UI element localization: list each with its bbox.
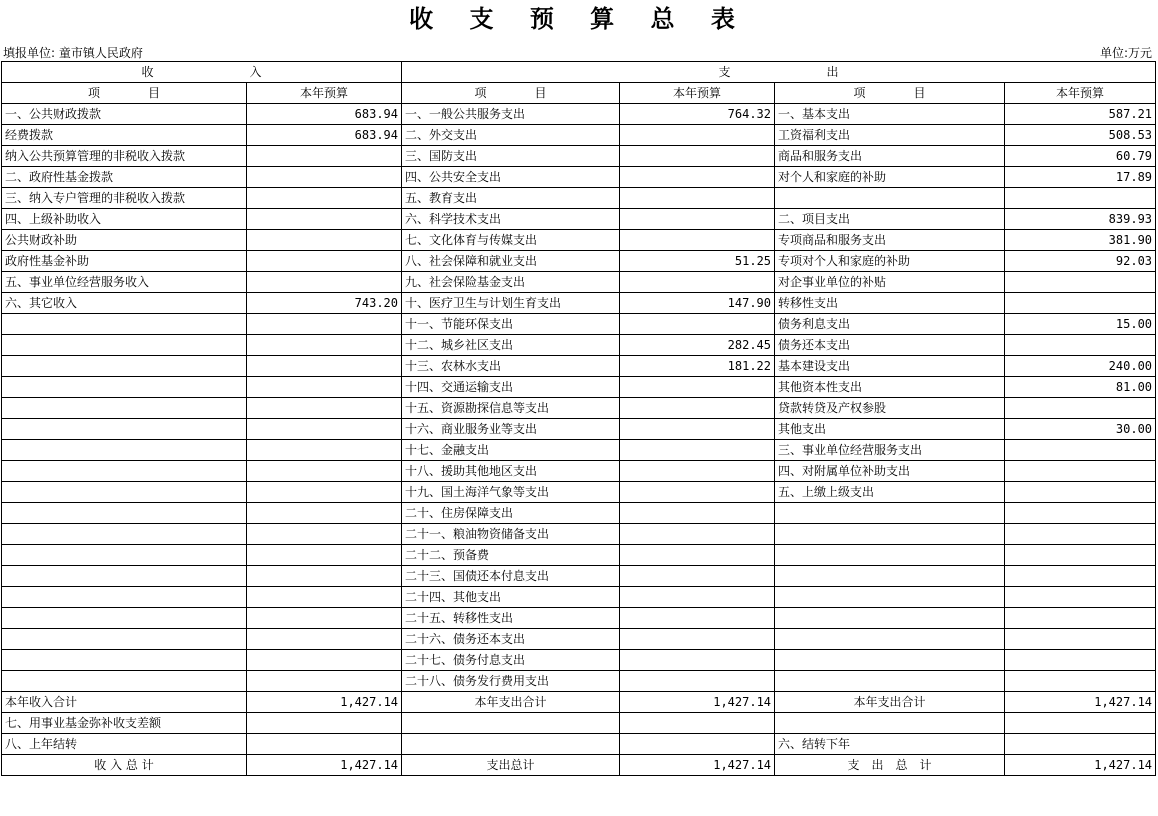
header-row-1 [2,62,1156,83]
expense-func-item-cell: 七、文化体育与传媒支出 [402,230,620,251]
expense-func-item-cell: 三、国防支出 [402,146,620,167]
expense-func-budget-cell [620,482,775,503]
expense-econ-budget-cell [1005,734,1156,755]
expense-func-budget-cell [620,419,775,440]
expense-func-item-cell: 十一、节能环保支出 [402,314,620,335]
expense-econ-budget-cell: 381.90 [1005,230,1156,251]
income-budget-cell [247,713,402,734]
expense-func-item-cell: 二十三、国债还本付息支出 [402,566,620,587]
expense-func-budget-cell [620,545,775,566]
expense-econ-budget-cell [1005,524,1156,545]
expense-func-item-cell: 二十八、债务发行费用支出 [402,671,620,692]
income-item-cell: 经费拨款 [2,125,247,146]
table-row [2,692,1156,713]
income-budget-cell [247,671,402,692]
income-budget-cell [247,356,402,377]
table-row [2,440,1156,461]
expense-func-item-cell: 九、社会保险基金支出 [402,272,620,293]
table-row [2,671,1156,692]
expense-econ-item-cell: 二、项目支出 [775,209,1005,230]
budget-table-body [2,62,1156,776]
income-item-cell [2,335,247,356]
expense-func-item-cell: 八、社会保障和就业支出 [402,251,620,272]
expense-econ-budget-cell [1005,461,1156,482]
expense-func-budget-cell [620,230,775,251]
expense-econ-budget-cell [1005,608,1156,629]
income-budget-cell [247,545,402,566]
income-item-cell [2,440,247,461]
table-row [2,146,1156,167]
table-row [2,503,1156,524]
expense-econ-budget-cell [1005,272,1156,293]
income-item-cell: 七、用事业基金弥补收支差额 [2,713,247,734]
income-budget-cell [247,251,402,272]
table-row [2,608,1156,629]
table-row [2,377,1156,398]
income-item-cell: 六、其它收入 [2,293,247,314]
expense-econ-item-cell: 六、结转下年 [775,734,1005,755]
expense-econ-budget-cell [1005,566,1156,587]
expense-func-budget-cell: 1,427.14 [620,755,775,776]
expense-econ-budget-cell [1005,650,1156,671]
income-item-cell: 本年收入合计 [2,692,247,713]
expense-func-budget-cell: 1,427.14 [620,692,775,713]
expense-econ-item-cell: 转移性支出 [775,293,1005,314]
income-budget-cell [247,188,402,209]
expense-func-item-cell: 二十四、其他支出 [402,587,620,608]
expense-func-item-cell: 十九、国土海洋气象等支出 [402,482,620,503]
income-budget-cell [247,608,402,629]
expense-econ-item-cell: 支 出 总 计 [775,755,1005,776]
expense-econ-item-cell [775,629,1005,650]
income-item-cell: 公共财政补助 [2,230,247,251]
expense-econ-budget-cell: 240.00 [1005,356,1156,377]
table-row [2,629,1156,650]
table-row [2,734,1156,755]
expense-func-item-cell [402,734,620,755]
expense-econ-item-cell [775,587,1005,608]
expense-func-item-cell: 二十、住房保障支出 [402,503,620,524]
expense-func-item-cell: 一、一般公共服务支出 [402,104,620,125]
table-row [2,188,1156,209]
expense-econ-budget-cell [1005,503,1156,524]
expense-econ-budget-cell [1005,335,1156,356]
expense-func-budget-cell: 51.25 [620,251,775,272]
expense-func-budget-cell [620,146,775,167]
table-row [2,566,1156,587]
expense-econ-budget-cell: 508.53 [1005,125,1156,146]
expense-func-budget-cell [620,629,775,650]
income-budget-cell [247,167,402,188]
income-budget-header: 本年预算 [247,83,402,104]
expense-func-item-cell: 十七、金融支出 [402,440,620,461]
table-row [2,524,1156,545]
expense-econ-budget-cell: 1,427.14 [1005,755,1156,776]
expense-func-budget-header: 本年预算 [620,83,775,104]
income-item-cell [2,566,247,587]
expense-econ-item-cell: 专项商品和服务支出 [775,230,1005,251]
table-row [2,482,1156,503]
expense-func-budget-cell [620,125,775,146]
expense-func-budget-cell [620,587,775,608]
income-item-cell: 五、事业单位经营服务收入 [2,272,247,293]
table-row [2,755,1156,776]
income-header: 收 入 [2,62,402,83]
expense-header: 支 出 [402,62,1156,83]
table-row [2,356,1156,377]
expense-func-budget-cell [620,398,775,419]
expense-econ-budget-cell: 1,427.14 [1005,692,1156,713]
table-row [2,209,1156,230]
income-item-cell [2,356,247,377]
income-item-cell [2,587,247,608]
expense-func-item-cell: 二、外交支出 [402,125,620,146]
table-row [2,461,1156,482]
expense-econ-item-cell: 商品和服务支出 [775,146,1005,167]
expense-func-item-cell: 十六、商业服务业等支出 [402,419,620,440]
income-budget-cell [247,314,402,335]
expense-func-budget-cell [620,566,775,587]
table-row [2,293,1156,314]
expense-func-budget-cell [620,524,775,545]
expense-func-budget-cell: 181.22 [620,356,775,377]
expense-econ-budget-cell [1005,671,1156,692]
expense-func-item-cell: 本年支出合计 [402,692,620,713]
income-budget-cell: 683.94 [247,125,402,146]
expense-econ-item-cell: 三、事业单位经营服务支出 [775,440,1005,461]
filler-unit: 填报单位: 童市镇人民政府 [3,46,143,60]
expense-econ-item-cell: 对企事业单位的补贴 [775,272,1005,293]
income-item-cell [2,419,247,440]
table-row [2,398,1156,419]
expense-func-item-cell: 十三、农林水支出 [402,356,620,377]
expense-func-item-header: 项 目 [402,83,620,104]
expense-func-item-cell: 六、科学技术支出 [402,209,620,230]
income-item-cell [2,314,247,335]
income-budget-cell: 743.20 [247,293,402,314]
expense-func-item-cell: 二十六、债务还本支出 [402,629,620,650]
expense-econ-budget-cell [1005,545,1156,566]
expense-econ-budget-cell: 81.00 [1005,377,1156,398]
table-row [2,587,1156,608]
income-budget-cell [247,461,402,482]
income-budget-cell [247,209,402,230]
table-row [2,419,1156,440]
expense-econ-item-cell: 专项对个人和家庭的补助 [775,251,1005,272]
expense-econ-item-header: 项 目 [775,83,1005,104]
income-item-cell [2,608,247,629]
table-row [2,272,1156,293]
table-row [2,713,1156,734]
income-budget-cell [247,419,402,440]
expense-econ-item-cell [775,608,1005,629]
expense-econ-item-cell [775,503,1005,524]
header-row-2 [2,83,1156,104]
income-budget-cell [247,272,402,293]
expense-econ-item-cell: 债务还本支出 [775,335,1005,356]
expense-func-item-cell: 二十五、转移性支出 [402,608,620,629]
income-budget-cell [247,734,402,755]
income-budget-cell [247,482,402,503]
income-item-cell: 纳入公共预算管理的非税收入拨款 [2,146,247,167]
expense-func-item-cell: 支出总计 [402,755,620,776]
expense-func-item-cell: 十八、援助其他地区支出 [402,461,620,482]
expense-econ-item-cell: 对个人和家庭的补助 [775,167,1005,188]
expense-econ-item-cell: 贷款转贷及产权参股 [775,398,1005,419]
expense-func-budget-cell [620,314,775,335]
income-budget-cell [247,566,402,587]
income-item-cell: 四、上级补助收入 [2,209,247,230]
income-budget-cell [247,503,402,524]
income-budget-cell [247,440,402,461]
expense-func-item-cell: 四、公共安全支出 [402,167,620,188]
expense-econ-item-cell [775,188,1005,209]
expense-func-budget-cell [620,734,775,755]
income-item-cell [2,629,247,650]
expense-func-budget-cell [620,377,775,398]
expense-econ-item-cell [775,566,1005,587]
income-item-cell [2,461,247,482]
income-item-cell: 收 入 总 计 [2,755,247,776]
expense-econ-item-cell: 工资福利支出 [775,125,1005,146]
expense-econ-budget-cell: 92.03 [1005,251,1156,272]
expense-func-item-cell: 十二、城乡社区支出 [402,335,620,356]
expense-econ-budget-cell: 30.00 [1005,419,1156,440]
expense-econ-budget-cell [1005,482,1156,503]
income-budget-cell [247,629,402,650]
expense-econ-item-cell: 本年支出合计 [775,692,1005,713]
expense-econ-item-cell: 四、对附属单位补助支出 [775,461,1005,482]
income-item-header: 项 目 [2,83,247,104]
expense-func-item-cell: 十五、资源勘探信息等支出 [402,398,620,419]
expense-func-budget-cell [620,503,775,524]
income-item-cell: 一、公共财政拨款 [2,104,247,125]
expense-func-budget-cell [620,608,775,629]
income-budget-cell [247,230,402,251]
income-item-cell [2,650,247,671]
income-budget-cell [247,650,402,671]
expense-econ-item-cell: 债务利息支出 [775,314,1005,335]
table-row [2,167,1156,188]
income-item-cell [2,377,247,398]
expense-func-item-cell: 五、教育支出 [402,188,620,209]
income-budget-cell [247,398,402,419]
expense-func-budget-cell [620,713,775,734]
expense-econ-item-cell [775,650,1005,671]
expense-econ-budget-cell: 17.89 [1005,167,1156,188]
expense-func-item-cell: 二十七、债务付息支出 [402,650,620,671]
income-item-cell [2,524,247,545]
table-row [2,545,1156,566]
expense-func-budget-cell [620,188,775,209]
expense-econ-item-cell: 其他资本性支出 [775,377,1005,398]
table-row [2,230,1156,251]
income-budget-cell [247,524,402,545]
expense-func-budget-cell [620,461,775,482]
expense-econ-budget-cell: 587.21 [1005,104,1156,125]
expense-func-item-cell: 十、医疗卫生与计划生育支出 [402,293,620,314]
income-budget-cell: 683.94 [247,104,402,125]
money-unit: 单位:万元 [1099,46,1152,60]
expense-func-budget-cell [620,209,775,230]
expense-func-budget-cell [620,167,775,188]
expense-econ-budget-cell [1005,398,1156,419]
table-row [2,251,1156,272]
income-budget-cell [247,335,402,356]
table-row [2,104,1156,125]
expense-func-item-cell [402,713,620,734]
expense-econ-budget-cell: 839.93 [1005,209,1156,230]
expense-econ-budget-header: 本年预算 [1005,83,1156,104]
income-budget-cell [247,377,402,398]
expense-func-budget-cell [620,440,775,461]
income-item-cell [2,482,247,503]
income-budget-cell: 1,427.14 [247,755,402,776]
income-item-cell [2,398,247,419]
table-row [2,335,1156,356]
expense-func-item-cell: 二十一、粮油物资储备支出 [402,524,620,545]
expense-econ-budget-cell [1005,440,1156,461]
income-item-cell: 三、纳入专户管理的非税收入拨款 [2,188,247,209]
income-item-cell [2,545,247,566]
expense-func-item-cell: 二十二、预备费 [402,545,620,566]
expense-func-budget-cell: 147.90 [620,293,775,314]
expense-econ-item-cell [775,671,1005,692]
income-item-cell: 二、政府性基金拨款 [2,167,247,188]
income-budget-cell [247,146,402,167]
expense-econ-budget-cell [1005,188,1156,209]
expense-econ-budget-cell [1005,629,1156,650]
table-row [2,314,1156,335]
expense-econ-budget-cell: 15.00 [1005,314,1156,335]
expense-econ-budget-cell [1005,293,1156,314]
expense-econ-budget-cell [1005,713,1156,734]
expense-econ-item-cell [775,524,1005,545]
expense-econ-budget-cell [1005,587,1156,608]
budget-table [1,61,1156,776]
expense-econ-budget-cell: 60.79 [1005,146,1156,167]
income-item-cell [2,503,247,524]
expense-econ-item-cell: 其他支出 [775,419,1005,440]
expense-func-budget-cell: 764.32 [620,104,775,125]
income-budget-cell [247,587,402,608]
expense-econ-item-cell: 一、基本支出 [775,104,1005,125]
expense-func-item-cell: 十四、交通运输支出 [402,377,620,398]
table-row [2,125,1156,146]
expense-econ-item-cell [775,713,1005,734]
expense-econ-item-cell: 五、上缴上级支出 [775,482,1005,503]
expense-func-budget-cell: 282.45 [620,335,775,356]
expense-func-budget-cell [620,272,775,293]
income-item-cell: 政府性基金补助 [2,251,247,272]
income-budget-cell: 1,427.14 [247,692,402,713]
income-item-cell: 八、上年结转 [2,734,247,755]
income-item-cell [2,671,247,692]
expense-econ-item-cell: 基本建设支出 [775,356,1005,377]
expense-econ-item-cell [775,545,1005,566]
expense-func-budget-cell [620,671,775,692]
page-title: 收 支 预 算 总 表 [409,5,749,33]
expense-func-budget-cell [620,650,775,671]
table-row [2,650,1156,671]
